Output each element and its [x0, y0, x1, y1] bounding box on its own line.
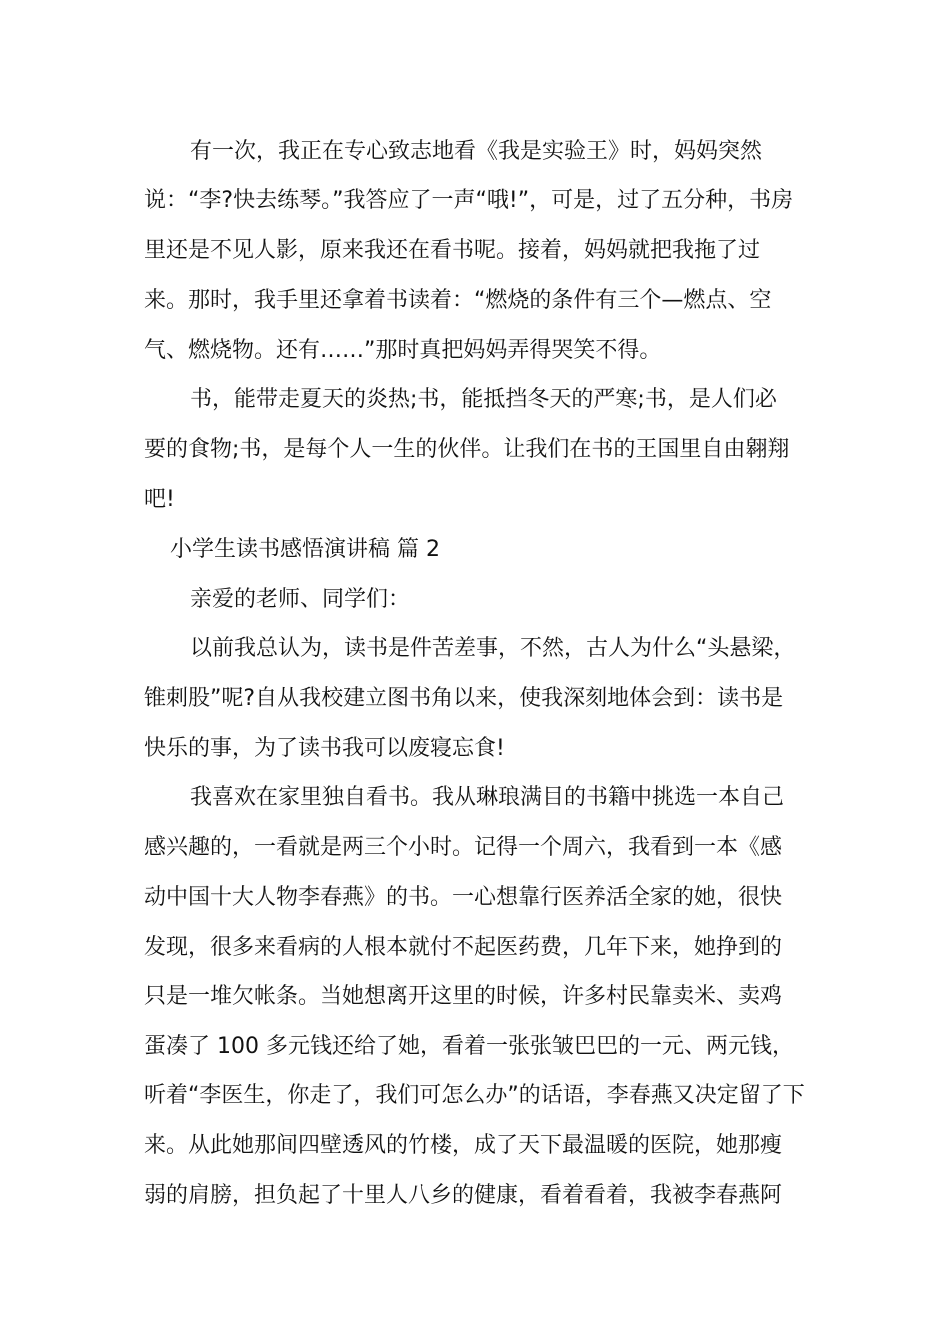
text-line: 我喜欢在家里独自看书。我从琳琅满目的书籍中挑选一本自己: [190, 785, 785, 810]
text-line: 来。从此她那间四壁透风的竹楼，成了天下最温暖的医院，她那瘦: [144, 1133, 783, 1158]
text-line: 书，能带走夏天的炎热;书，能抵挡冬天的严寒;书，是人们必: [190, 387, 777, 412]
salutation: 亲爱的老师、同学们：: [190, 587, 411, 612]
text-line: 听着“李医生，你走了，我们可怎么办”的话语，李春燕又决定留了下: [144, 1083, 805, 1108]
text-line: 只是一堆欠帐条。当她想离开这里的时候，许多村民靠卖米、卖鸡: [144, 984, 783, 1009]
text-line: 弱的肩膀，担负起了十里人八乡的健康，看着看着，我被李春燕阿: [144, 1183, 783, 1208]
text-line: 气、燃烧物。还有……”那时真把妈妈弄得哭笑不得。: [144, 338, 662, 363]
text-line: 吧!: [144, 487, 175, 512]
text-line: 有一次，我正在专心致志地看《我是实验王》时，妈妈突然: [190, 139, 763, 164]
text-line: 锥刺股”呢?自从我校建立图书角以来，使我深刻地体会到：读书是: [144, 686, 784, 711]
text-line: 蛋凑了 100 多元钱还给了她，看着一张张皱巴巴的一元、两元钱，: [144, 1034, 794, 1059]
text-line: 快乐的事，为了读书我可以废寝忘食!: [144, 736, 505, 761]
text-line: 发现，很多来看病的人根本就付不起医药费，几年下来，她挣到的: [144, 935, 783, 960]
text-line: 动中国十大人物李春燕》的书。一心想靠行医养活全家的她，很快: [144, 885, 783, 910]
text-line: 说：“李?快去练琴。”我答应了一声“哦!”，可是，过了五分种，书房: [144, 188, 794, 213]
text-line: 里还是不见人影，原来我还在看书呢。接着，妈妈就把我拖了过: [144, 238, 761, 263]
section-heading: 小学生读书感悟演讲稿 篇 2: [170, 537, 440, 562]
text-line: 感兴趣的，一看就是两三个小时。记得一个周六，我看到一本《感: [144, 835, 783, 860]
text-line: 来。那时，我手里还拿着书读着：“燃烧的条件有三个—燃点、空: [144, 288, 772, 313]
text-line: 要的食物;书，是每个人一生的伙伴。让我们在书的王国里自由翱翔: [144, 437, 790, 462]
text-line: 以前我总认为，读书是件苦差事，不然，古人为什么“头悬梁，: [190, 636, 796, 661]
